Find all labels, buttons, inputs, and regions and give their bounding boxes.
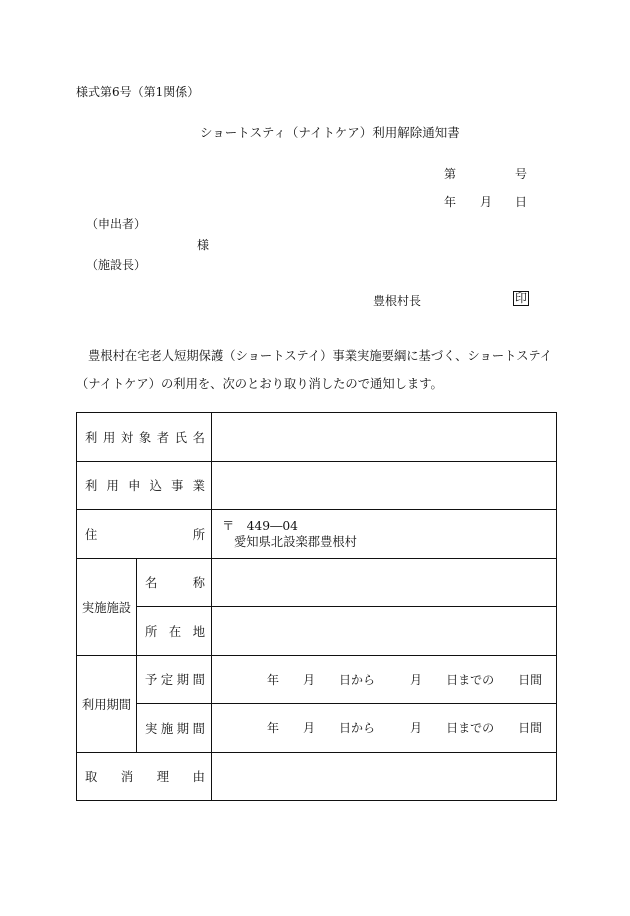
row-actual-period [77,704,557,753]
doc-number-dai: 第 [444,167,457,181]
row-application [77,461,557,510]
row-facility-name [77,558,557,607]
issuer-name: 豊根村長 [373,294,422,308]
field-address[interactable] [212,510,557,559]
label-subject-name: 利 用 対 象 者 氏 名 [77,413,212,462]
field-subject-name[interactable] [212,413,557,462]
field-application[interactable] [212,461,557,510]
label-address: 住 所 [77,510,212,559]
field-facility-name[interactable] [212,558,557,607]
row-subject-name [77,413,557,462]
field-actual-period[interactable]: 年 月 日から 月 日までの 日間 [212,704,557,753]
date-year: 年 [444,195,457,209]
row-planned-period [77,655,557,704]
addressee-sama: 様 [197,238,210,252]
label-facility-name: 名 称 [137,558,212,607]
addressee-applicant: （申出者） [86,217,147,231]
document-title: ショートスティ（ナイトケア）利用解除通知書 [200,125,460,140]
form-number: 様式第6号（第1関係） [76,85,200,99]
body-paragraph: 豊根村在宅老人短期保護（ショートステイ）事業実施要綱に基づく、ショートステイ（ナイトケア）の利用を、次のとおり取り消したので通知します。 [76,349,553,391]
label-reason: 取 消 理 由 [77,752,212,801]
date-day: 日 [515,195,528,209]
address-line: 愛知県北設楽郡豊根村 [234,534,357,549]
label-facility-group: 実施施設 [77,558,137,655]
field-planned-period[interactable]: 年 月 日から 月 日までの 日間 [212,655,557,704]
label-facility-location: 所 在 地 [137,607,212,656]
label-period-group: 利用期間 [77,655,137,752]
row-reason [77,752,557,801]
seal-stamp: 印 [515,291,528,305]
date-month: 月 [480,195,493,209]
address-postal: 〒 449―04 [222,518,299,533]
label-application: 利 用 申 込 事 業 [77,461,212,510]
label-planned-period: 予 定 期 間 [137,655,212,704]
field-reason[interactable] [212,752,557,801]
doc-number-go: 号 [515,167,528,181]
label-actual-period: 実 施 期 間 [137,704,212,753]
row-address [77,510,557,559]
cancellation-form-table [76,412,557,801]
row-facility-location [77,607,557,656]
addressee-director: （施設長） [86,258,147,272]
field-facility-location[interactable] [212,607,557,656]
